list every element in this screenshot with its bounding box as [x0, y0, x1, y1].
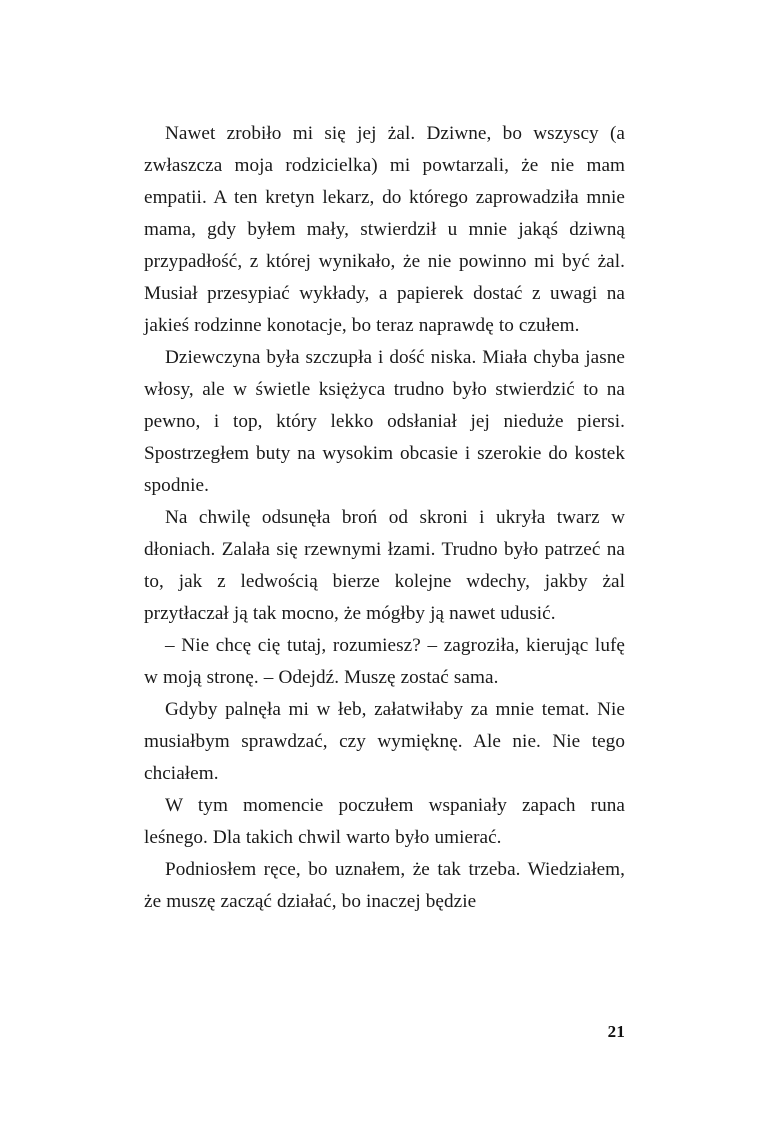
paragraph: Podniosłem ręce, bo uznałem, że tak trzeba. Wiedziałem, że muszę zacząć działać, bo inaczej będzie: [144, 859, 625, 912]
page-number: 21: [607, 1022, 625, 1041]
paragraph-dialogue: – Nie chcę cię tutaj, rozumiesz? – zagroziła, kierując lufę w moją stronę. – Odejdź. Muszę zostać sama.: [144, 635, 625, 688]
body-text-block: [144, 118, 625, 918]
paragraph: Dziewczyna była szczupła i dość niska. Miała chyba jasne włosy, ale w świetle księżyca trudno było stwierdzić to na pewno, i top, który lekko odsłaniał jej nieduże piersi. Spostrzegłem buty na wysokim obcasie i szerokie do kostek spodnie.: [144, 347, 625, 496]
paragraph: Na chwilę odsunęła broń od skroni i ukryła twarz w dłoniach. Zalała się rzewnymi łzami. Trudno było patrzeć na to, jak z ledwością bierze kolejne wdechy, jakby żal przytłaczał ją tak mocno, że mógłby ją nawet udusić.: [144, 507, 625, 624]
paragraph: Gdyby palnęła mi w łeb, załatwiłaby za mnie temat. Nie musiałbym sprawdzać, czy wymięknę. Ale nie. Nie tego chciałem.: [144, 699, 625, 784]
paragraph: Nawet zrobiło mi się jej żal. Dziwne, bo wszyscy (a zwłaszcza moja rodzicielka) mi powtarzali, że nie mam empatii. A ten kretyn lekarz, do którego zaprowadziła mnie mama, gdy byłem mały, stwierdził u mnie jakąś dziwną przypadłość, z której wynikało, że nie powinno mi być żal. Musiał przesypiać wykłady, a papierek dostać z uwagi na jakieś rodzinne konotacje, bo teraz naprawdę to czułem.: [144, 123, 625, 336]
paragraph: W tym momencie poczułem wspaniały zapach runa leśnego. Dla takich chwil warto było umierać.: [144, 795, 625, 848]
